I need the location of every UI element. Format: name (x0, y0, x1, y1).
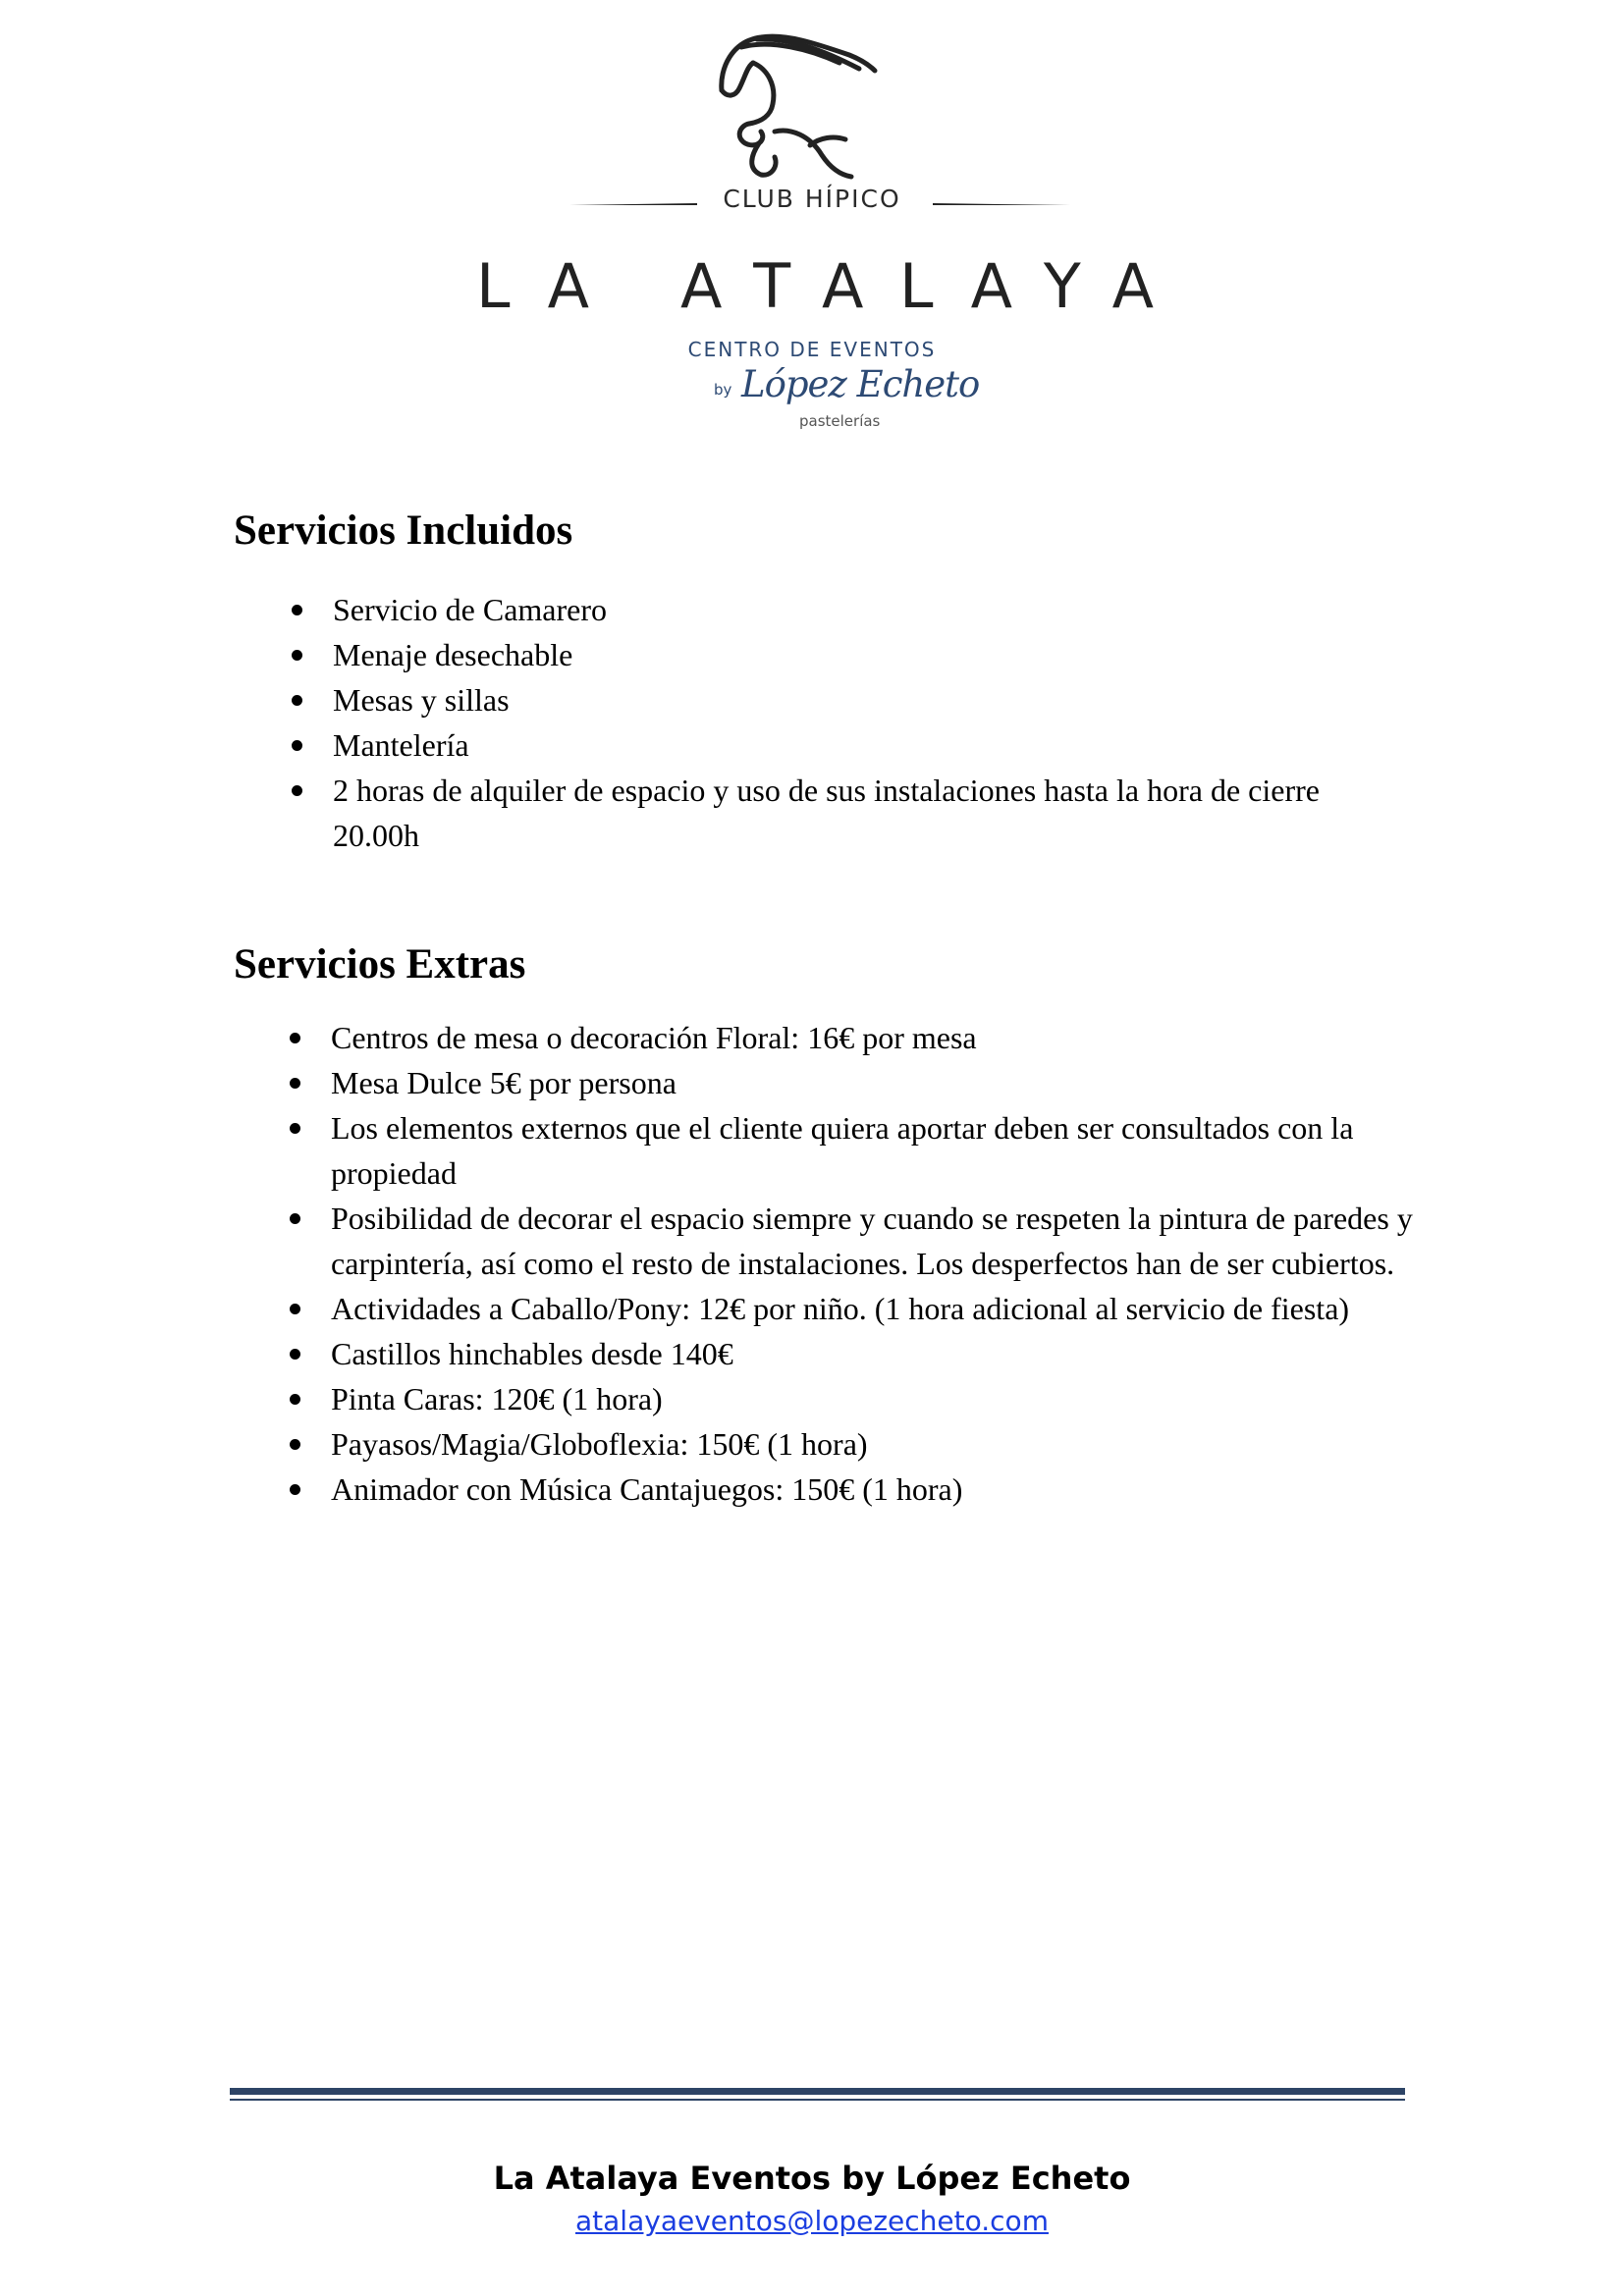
brand-name (471, 250, 1159, 317)
list-item: 2 horas de alquiler de espacio y uso de sus instalaciones hasta la hora de cierre 20.00h (333, 768, 1393, 858)
heading-extra-services: Servicios Extras (234, 941, 526, 988)
list-item: Actividades a Caballo/Pony: 12€ por niño. (1 hora adicional al servicio de fiesta) (331, 1286, 1421, 1331)
list-item: Mantelería (333, 722, 1393, 768)
footer-email-link[interactable]: atalayaeventos@lopezecheto.com (575, 2205, 1049, 2237)
extra-services-list (331, 1015, 1421, 1512)
list-item: Centros de mesa o decoración Floral: 16€ por mesa (331, 1015, 1421, 1060)
pastelerias-label: pastelerías (799, 412, 881, 430)
footer-divider-thin (230, 2099, 1405, 2101)
list-item: Menaje desechable (333, 632, 1393, 677)
list-item: Pinta Caras: 120€ (1 hora) (331, 1376, 1421, 1421)
divider-line-right (933, 202, 1070, 206)
brand-name-text: LA ATALAYA (476, 250, 1154, 317)
footer-title: La Atalaya Eventos by López Echeto (493, 2160, 1131, 2197)
signature-logo: López Echeto (741, 363, 980, 405)
list-item: Posibilidad de decorar el espacio siempre y cuando se respeten la pintura de paredes y carpintería, así como el resto de instalaciones. Los desperfectos han de ser cubiertos. (331, 1196, 1421, 1286)
footer-divider (230, 2088, 1405, 2095)
by-label: by (714, 381, 732, 399)
included-services-list (333, 587, 1393, 858)
list-item: Payasos/Magia/Globoflexia: 150€ (1 hora) (331, 1421, 1421, 1467)
heading-included-services: Servicios Incluidos (234, 507, 573, 554)
list-item: Animador con Música Cantajuegos: 150€ (1 hora) (331, 1467, 1421, 1512)
list-item: Servicio de Camarero (333, 587, 1393, 632)
list-item: Castillos hinchables desde 140€ (331, 1331, 1421, 1376)
list-item: Mesa Dulce 5€ por persona (331, 1060, 1421, 1105)
list-item: Mesas y sillas (333, 677, 1393, 722)
list-item: Los elementos externos que el cliente quiera aportar deben ser consultados con la propiedad (331, 1105, 1421, 1196)
logo (0, 0, 1624, 452)
horse-logo-icon (702, 29, 879, 182)
club-label: CLUB HÍPICO (723, 185, 901, 213)
events-center-label: CENTRO DE EVENTOS (687, 338, 937, 361)
